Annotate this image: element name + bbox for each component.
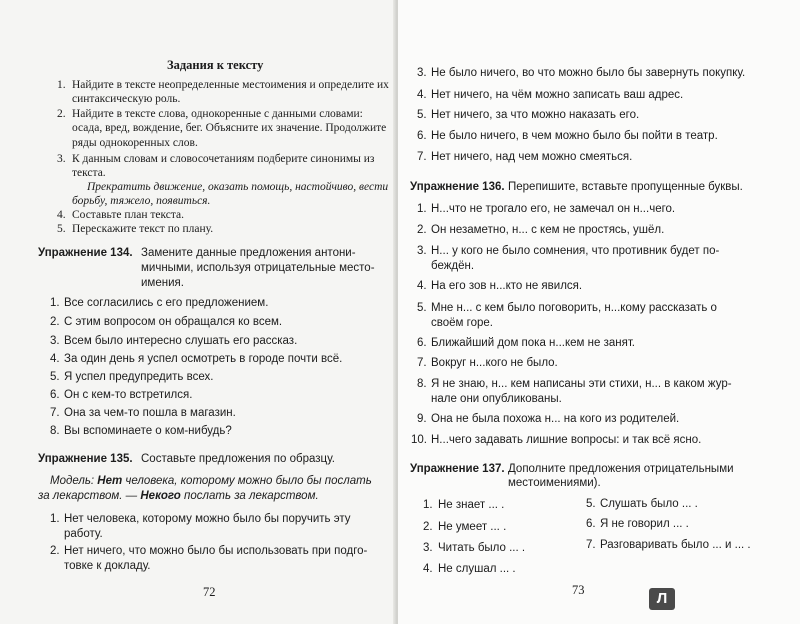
list-item: Нет ничего, что можно было бы использовать при подго- [64, 545, 368, 557]
list-item: Мне н... с кем было поговорить, н...кому рассказать о [431, 302, 717, 314]
list-item: Не было ничего, в чем можно было бы пойти в театр. [431, 130, 718, 142]
exercise-instruction: Замените данные предложения антони- [141, 247, 356, 259]
exercise-label: Упражнение 137. [410, 463, 505, 475]
item-number: 2. [50, 316, 60, 328]
item-number: 2. [423, 521, 433, 533]
task-text: Найдите в тексте слова, однокоренные с данными словами: [72, 108, 363, 120]
list-item: беждён. [431, 260, 475, 272]
model-line: Модель: Нет человека, которому можно было бы послать [50, 475, 372, 487]
item-number: 1. [423, 499, 433, 511]
list-item: Не знает ... . [438, 499, 505, 511]
list-item: Ближайший дом пока н...кем не занят. [431, 337, 636, 349]
page-72 [0, 0, 395, 624]
list-item: Не было ничего, во что можно было бы завернуть покупку. [431, 67, 746, 79]
list-item: Слушать было ... . [600, 498, 698, 510]
list-item: Вы вспоминаете о ком-нибудь? [64, 425, 232, 437]
list-item: Я успел предупредить всех. [64, 371, 214, 383]
item-number: 7. [417, 151, 427, 163]
exercise-instruction: мичными, используя отрицательные место- [141, 262, 375, 274]
task-text: Найдите в тексте неопределенные местоимения и определите их [72, 79, 389, 91]
item-number: 5. [417, 109, 427, 121]
task-text: Перескажите текст по плану. [72, 223, 214, 235]
tasks-title: Задания к тексту [167, 58, 264, 72]
exercise-instruction: Дополните предложения отрицательными [508, 463, 734, 475]
list-item: Не слушал ... . [438, 563, 516, 575]
exercise-instruction: имения. [141, 277, 184, 289]
exercise-label: Упражнение 134. [38, 247, 133, 259]
list-item: нале они опубликованы. [431, 393, 562, 405]
task-number: 3. [57, 153, 66, 165]
task-synonyms-words: Прекратить движение, оказать помощь, настойчиво, вести [87, 181, 389, 193]
item-number: 1. [50, 513, 60, 525]
list-item: Нет человека, которому можно было бы поручить эту [64, 513, 351, 525]
list-item: Он с кем-то встретился. [64, 389, 193, 401]
task-number: 4. [57, 209, 66, 221]
item-number: 3. [423, 542, 433, 554]
list-item: Вокруг н...кого не было. [431, 357, 558, 369]
list-item: На его зов н...кто не явился. [431, 280, 583, 292]
list-item: Н...что не трогало его, не замечал он н...чего. [431, 203, 676, 215]
exercise-instruction: Перепишите, вставьте пропущенные буквы. [508, 181, 743, 193]
task-text: осада, вред, вождение, бег. Объясните их значение. Продолжите [72, 122, 387, 134]
item-number: 6. [586, 518, 596, 530]
item-number: 1. [50, 297, 60, 309]
item-number: 8. [417, 378, 427, 390]
item-number: 6. [417, 130, 427, 142]
item-number: 4. [423, 563, 433, 575]
list-item: Н...чего задавать лишние вопросы: и так всё ясно. [431, 434, 702, 446]
page-number: 72 [203, 585, 216, 599]
item-number: 4. [417, 280, 427, 292]
item-number: 5. [417, 302, 427, 314]
list-item: Н... у кого не было сомнения, что противник будет по- [431, 245, 720, 257]
task-text: К данным словам и словосочетаниям подберите синонимы из [72, 153, 375, 165]
list-item: своём горе. [431, 317, 493, 329]
list-item: Все согласились с его предложением. [64, 297, 269, 309]
list-item: Она не была похожа н... на кого из родителей. [431, 413, 680, 425]
item-number: 5. [586, 498, 596, 510]
task-number: 5. [57, 223, 66, 235]
task-text: текста. [72, 167, 106, 179]
item-number: 3. [50, 335, 60, 347]
model-line: за лекарством. — Некого послать за лекарством. [38, 490, 319, 502]
list-item: Читать было ... . [438, 542, 526, 554]
exercise-instruction: Составьте предложения по образцу. [141, 453, 335, 465]
list-item: товке к докладу. [64, 560, 151, 572]
task-number: 2. [57, 108, 66, 120]
list-item: Нет ничего, за что можно наказать его. [431, 109, 640, 121]
list-item: Она за чем-то пошла в магазин. [64, 407, 236, 419]
item-number: 7. [586, 539, 596, 551]
exercise-label: Упражнение 136. [410, 181, 505, 193]
item-number: 9. [417, 413, 427, 425]
publisher-logo: Л [649, 588, 675, 610]
list-item: За один день я успел осмотреть в городе почти всё. [64, 353, 343, 365]
item-number: 5. [50, 371, 60, 383]
item-number: 3. [417, 67, 427, 79]
item-number: 7. [50, 407, 60, 419]
item-number: 4. [50, 353, 60, 365]
page-73 [398, 0, 800, 624]
item-number: 2. [50, 545, 60, 557]
list-item: Не умеет ... . [438, 521, 507, 533]
task-synonyms-words: борьбу, тяжело, появиться. [72, 195, 211, 207]
list-item: Нет ничего, над чем можно смеяться. [431, 151, 633, 163]
list-item: Разговаривать было ... и ... . [600, 539, 751, 551]
task-number: 1. [57, 79, 66, 91]
item-number: 2. [417, 224, 427, 236]
exercise-label: Упражнение 135. [38, 453, 133, 465]
item-number: 3. [417, 245, 427, 257]
list-item: Он незаметно, н... с кем не простясь, ушёл. [431, 224, 665, 236]
list-item: С этим вопросом он обращался ко всем. [64, 316, 283, 328]
list-item: Я не говорил ... . [600, 518, 689, 530]
task-text: синтаксическую роль. [72, 93, 181, 105]
page-number: 73 [572, 583, 585, 597]
item-number: 6. [417, 337, 427, 349]
item-number: 10. [411, 434, 427, 446]
item-number: 1. [417, 203, 427, 215]
list-item: Всем было интересно слушать его рассказ. [64, 335, 298, 347]
task-text: Составьте план текста. [72, 209, 185, 221]
item-number: 6. [50, 389, 60, 401]
item-number: 8. [50, 425, 60, 437]
list-item: Нет ничего, на чём можно записать ваш адрес. [431, 89, 684, 101]
list-item: Я не знаю, н... кем написаны эти стихи, н... в каком жур- [431, 378, 732, 390]
exercise-instruction: местоимениями). [508, 477, 601, 489]
task-text: ряды однокоренных слов. [72, 137, 198, 149]
item-number: 7. [417, 357, 427, 369]
list-item: работу. [64, 528, 103, 540]
item-number: 4. [417, 89, 427, 101]
